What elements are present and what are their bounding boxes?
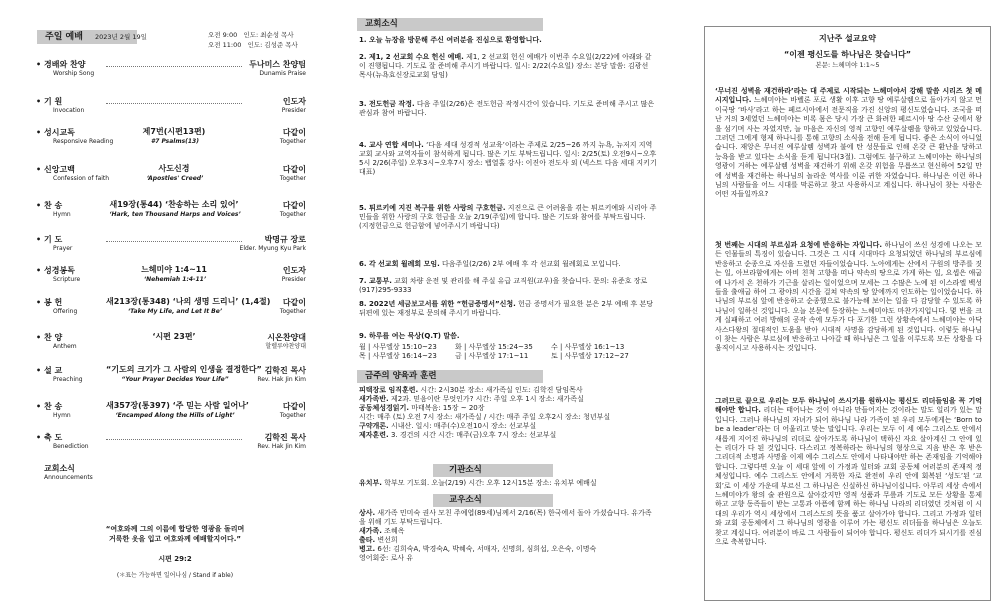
news-item [359,36,657,45]
verse-line: “여호와께 그의 이름에 합당한 영광을 돌리며 [105,525,245,533]
order-item-content-en: ‘Nehemiah 1:4-11’ [143,276,207,283]
paragraph-body: 리더는 태어나는 것이 아니라 만들어지는 것이라는 말도 일리가 있는 말입니다. 그러나 하나님의 자녀가 되어 하나님 나라 가족이 된 우리 모두에게는 ‘Born to be a leader’라는 더 어울리고 맞는 말입니다. 우리는 모두 이 세 예수 그리스도 안에서 새롭게 지어진 하나님의 리더로 살아가도록 하나님이 택하신 자요 살아계신 그 안에 있는 리더가 다 된 것입니다. 다스리고 정복하라는 하나님의 형상으로 지음 받은 후 받은 그리더적 소명과 사명을 이제 예수 그리스도 안에서 나타내야만 하는 존재임을 기억해야 합니다. 그렇다면 오늘 이 세대 앞에 이 가정과 일터와 교회 공동체 여러분의 존재적 정체성입니다. 예수 그리스도 안에서 거룩한 자로 완전히 우리 안에 회복된 ‘성도’된 ‘교회’로 이 세상 가운데 부르신 그 하나님은 신실하신 하나님이십니다. 아무리 세상 속에서 느헤미야가 왕의 술 관원으로 살아갔지만 영적 성품과 무릎과 기도로 모든 상황을 통제하고 고향 동족들이 받는 고통과 아픔에 함께 하는 하나님 나라의 리더였던 것처럼 이 시대의 우리가 역시 세상에서 그리스도의 뜻을 품고 살아가야 합니다. 그리고 가정과 일터와 교회 공동체에서 그 하나님의 영광을 이루어 가는 평신도 리더들을 하나님은 오늘도 찾고 계십니다. 여러분이 바로 그 사람들이 되어야 합니다. 평신도 리더가 되시기를 진심으로 축복합니다. [715,406,983,547]
sermon-paragraph [715,397,982,548]
order-item-name: • 찬 송 [44,402,62,412]
info-line [359,554,657,563]
order-item-leader-en: Presider [281,107,306,114]
info-line-label: 제자훈련. [359,431,389,439]
info-line-text: 변선희 [375,536,398,544]
closing-verse [44,524,306,544]
order-item-name-en: Benediction [53,443,89,450]
leader-dots [106,66,242,67]
stand-note: (＊표는 가능하면 일어나심 / Stand if able) [116,572,234,579]
news-item-title: 8. 2022년 세금보고서를 위한 “헌금증명서”신청. [359,300,516,308]
leader-dots [106,439,242,440]
sermon-scripture: 본문: 느헤미야 1:1~5 [815,61,880,69]
order-item-leader-en: 할렐루야찬양대 [265,343,306,350]
order-item-name-en: Prayer [53,245,73,252]
order-item-name: • 축 도 [44,433,62,443]
qt-day: 토 | 사무엘상 17:12~27 [551,352,629,360]
order-item-leader: 두나미스 찬양팀 [249,60,306,69]
news-title: 교회소식 [365,19,398,29]
order-item-leader: 박명규 장로 [264,235,306,244]
page-title: 주일 예배 [45,32,83,42]
info-line-text: 3. 경건의 시간 시간: 매주(금)오후 7시 장소: 선교부실 [388,431,557,439]
news-item-body: 교회 차량 운전 및 관리를 해 주실 유급 교직원(교우)을 찾습니다. 문의: 유준호 장로(917)295-9333 [359,277,648,294]
order-item-name-en: Scripture [53,276,81,283]
order-item-name-en: Offering [53,308,78,315]
news-item [359,300,657,318]
order-item-name: • 찬 양 [44,333,62,343]
info-line-text: 6선: 김희숙A, 박경숙A, 박혜숙, 서매자, 신명희, 심희섭, 오은숙, 이명숙 [375,545,597,553]
verse-reference: 시편 29:2 [158,555,192,563]
news-item [359,53,657,80]
training-title: 금주의 양육과 훈련 [365,371,437,381]
info-line-text: 제2과. 믿음이란 무엇인가? 시간: 주일 오후 1시 장소: 새가족실 [388,395,584,403]
sermon-summary-box [704,26,991,601]
info-line-label: 피택장로 임직훈련. [359,386,419,394]
order-item-leader-en: Elder. Myung Kyu Park [239,245,306,252]
worship-date: 2023년 2월 19일 [95,33,147,41]
news-item-body: 제1, 2 선교회 헌신 예배가 이번주 수요일(2/22)에 아래와 같이 진행됩니다. 기도로 잘 준비해 주시기 바랍니다. 일시: 2/22(수요일) 장소: 본당 말씀: 김광선 목사(뉴욕효신장로교회 담임) [359,53,652,79]
order-item-name-en: Anthem [53,343,77,350]
news-item-title: 3. 전도헌금 작정. [359,100,415,108]
qt-day: 금 | 사무엘상 17:1~11 [455,352,529,360]
order-item-leader-en: Together [279,138,306,145]
order-item-name: • 기 원 [44,97,62,107]
info-line [359,404,657,413]
org-title: 기관소식 [449,465,482,475]
info-line-label: 유치부. [359,479,382,487]
info-line [359,386,657,395]
verse-line: 거룩한 옷을 입고 여호와께 예배할지어다.” [109,535,241,543]
order-item-name: • 경배와 찬양 [44,60,85,70]
order-item-leader: 다같이 [282,165,306,174]
training-list [359,386,657,440]
paragraph-body: 하나님이 쓰신 성경에 나오는 모든 인물들의 특징이 있습니다. 그것은 그 시대 시대마다 요청되었던 하나님의 부르심에 반응하고 순종으로 자신을 드렸던 자들이었습니다. 노아에게는 산에서 구원의 방주를 짓는 일, 아브라함에게는 아비 친척 고향을 떠나 약속의 땅으로 가게 하는 일, 요셉은 애굽에 나가서 온 천하가 기근을 살리는 일이었으며 모세는 그 수많은 노예 된 이스라엘 백성들을 출애굽 하여 그 광야의 시간을 걸쳐 약속의 땅 앞에까지 인도하는 일이었습니다. 하나님의 부르심 앞에 반응하고 순종했으로 불가능해 보이는 일을 다 감당할 수 있도록 하나님이 일하신 것입니다. 오늘 본문에 등장하는 느헤미야도 마찬가지입니다. 몇 번을 크게 실패하고 여러 방해의 공작 속에 모두가 다 포기한 그런 상황속에서 느헤미야는 아닥사스다왕의 절대적인 도움을 받아 시대적 사명을 감당하게 된 것입니다. 이렇듯 하나님이 찾는 사람은 부르심에 반응하고 나아갈 때 하나님은 그 일을 이루도록 모든 상황을 다 움직이시고 사용하시는 것입니다. [715,241,982,353]
order-item-name-en: Confession of faith [53,175,110,182]
info-line [359,431,657,440]
order-item-content: 새357장(통397) ‘주 믿는 사람 일어나’ [106,401,249,410]
order-item-content: 느헤미야 1:4~11 [106,265,242,275]
order-item-leader-en: Together [279,412,306,419]
order-item-leader-en: Rev. Hak Jin Kim [257,443,306,450]
sermon-paragraph [715,87,982,200]
order-item-name-en: Responsive Reading [53,138,114,145]
info-line-label: 상사. [359,509,376,517]
info-line-text: 영어회중: 로사 유 [359,554,414,562]
order-item-leader-en: Presider [281,276,306,283]
order-item-content-en: ‘Hark, ten Thousand Harps and Voices’ [109,211,241,218]
order-item-leader-en: Together [279,308,306,315]
order-item-leader-en: Together [279,175,306,182]
news-item-title: 1. 오늘 뉴장을 방문해 주신 여러분을 진심으로 환영합니다. [359,36,542,44]
info-line [359,413,657,422]
service-leader: 인도: 김성준 목사 [247,41,298,49]
news-item-title: 4. 교사 연합 세미나. [359,141,424,149]
order-item-name: 교회소식 [44,464,75,473]
info-line-label: 병고. [359,545,376,553]
order-item-content-en: #7 Psalms(13) [151,138,199,145]
leader-dots [106,103,242,104]
order-item-name: • 찬 송 [44,201,62,211]
info-line-label: 출타. [359,536,376,544]
info-line [359,395,657,404]
member-news-list [359,509,657,563]
members-title: 교우소식 [449,495,482,505]
order-item-name-en: Announcements [44,474,93,481]
org-list [359,479,657,488]
order-item-name: • 성시교독 [44,128,75,138]
service-leader: 인도: 최순성 목사 [243,31,294,39]
info-line-text: 시간: 매주 (토) 오전 7시 장소: 새가족실 / 시간: 매주 주일 오후2시 장소: 청년부실 [359,413,611,421]
order-item-leader-en: Together [279,211,306,218]
info-line [359,479,657,488]
info-line-label: 새가족. [359,527,382,535]
info-line-label: 공동체성경읽기. [359,404,409,412]
news-item-title: 9. 하루를 여는 묵상(Q.T) 말씀. [359,332,460,340]
order-item-name: • 봉 헌 [44,298,62,308]
news-item-body: 다음 주일(2/26)은 전도헌금 작정시간이 있습니다. 기도로 준비해 주시고 많은 관심과 참여 바랍니다. [359,100,655,117]
info-line-text: 마태복음: 15장 ~ 20장 [409,404,485,412]
order-item-leader: 다같이 [282,201,306,210]
order-item-content: 새213장(통348) ‘나의 생명 드리니’ (1,4절) [106,297,271,306]
service-time-1 [208,31,294,40]
info-line-text: 학부모 기도회. 오늘(2/19) 시간: 오후 12시15분 장소: 유치부 예배실 [381,479,597,487]
paragraph-lead: 그러므로 끝으로 우리는 모두 하나님이 쓰시기를 원하시는 평신도 리더들임을 꼭 기억해야만 합니다. [715,397,982,415]
order-item-name-en: Invocation [53,107,85,114]
order-item-leader: 인도자 [282,97,306,106]
service-time-2 [208,41,298,50]
news-item [359,277,657,295]
order-item-name-en: Hymn [53,211,71,218]
news-item-title: 7. 교통부. [359,277,392,285]
news-item-body: 헌금 증명서가 필요한 분은 2부 예배 후 본당 뒤편에 있는 재정부로 문의해 주시기 바랍니다. [359,300,654,317]
sermon-title: “이젠 평신도를 하나님은 찾습니다” [783,50,912,59]
order-item-content: 제7번(시편13편) [106,127,242,137]
info-line [359,509,657,527]
order-item-name-en: Hymn [53,412,71,419]
order-item-content: 사도신경 [106,164,242,174]
order-item-leader-en: Rev. Hak Jin Kim [257,376,306,383]
order-item-leader-en: Dunamis Praise [259,70,306,77]
order-item-leader: 다같이 [282,298,306,307]
info-line-label: 새가족반. [359,395,389,403]
order-item-content-en: ‘Encamped Along the Hills of Light’ [115,412,235,419]
info-line [359,536,657,545]
order-item-content-en: “Your Prayer Decides Your Life” [121,376,229,383]
order-item-leader: 시온찬양대 [267,333,306,342]
order-item-content: ‘시편 23편’ [106,332,242,342]
order-item-leader: 다같이 [282,402,306,411]
news-item-body: 다음주일(2/26) 2부 예배 후 각 선교회 월례회로 모입니다. [442,260,621,268]
info-line-text: 새가족 민미숙 권사 모친 주예엽(89세)님께서 2/16(목) 한국에서 돌아 가셨습니다. 유가족을 위해 기도 부탁드립니다. [359,509,652,526]
qt-schedule [359,343,657,361]
service-time: 오전 9:00 [208,31,238,39]
news-item-title: 2. 제1, 2 선교회 수요 헌신 예배. [359,53,464,61]
news-item [359,100,657,118]
news-item-title: 6. 각 선교회 월례회 모임. [359,260,440,268]
info-line [359,527,657,536]
info-line-text: 시내산. 일시: 매주(수)오전10시 장소: 선교부실 [388,422,537,430]
order-item-name: • 설 교 [44,366,62,376]
news-item [359,204,657,231]
info-line [359,545,657,554]
order-item-content-en: ‘Take My Life, and Let It Be’ [127,308,223,315]
news-item [359,332,657,341]
news-item [359,141,657,177]
worship-order-column [0,0,338,612]
order-item-leader: 김학진 목사 [264,433,306,442]
order-item-content: 새19장(통44) ‘찬송하는 소리 있어’ [106,200,242,210]
news-item-body: 지진으로 큰 어려움을 겪는 튀르키예와 시리아 주민들을 위한 사랑의 구호 헌금을 오늘 2/19(주일)에 합니다. 많은 기도와 참여를 부탁드립니다. (지정헌금으로 헌금함에 넣어주시기 바랍니다) [359,204,657,230]
qt-day: 목 | 사무엘상 16:14~23 [359,352,437,360]
news-item-title: 5. 튀르키예 지진 복구를 위한 사랑의 구호헌금. [359,204,506,212]
order-item-name: • 성경봉독 [44,266,75,276]
order-item-name-en: Preaching [53,376,83,383]
news-item-body: ‘다음 세대 성경적 성교육’이라는 주제로 2/25~26 까지 뉴욕, 뉴저지 지역 교회 교사와 교역자들이 참석하게 됩니다. 많은 기도 부탁드립니다. 일시: 2/25(토) 오전9시~오후5시 2/26(주일) 오후3시~오후7시 장소: 뱁열홀 강사: 이진아 전도사 외 (넥스트 다음 세대 지키기 대표) [359,141,657,176]
news-item [359,260,657,269]
order-item-leader: 인도자 [282,266,306,275]
info-line-text: 조혜옥 [381,527,405,535]
order-item-name-en: Worship Song [53,70,95,77]
order-item-content: “기도의 크기가 그 사람의 인생을 결정한다” [106,365,262,374]
order-item-name: • 신앙고백 [44,165,75,175]
qt-day: 월 | 사무엘상 15:10~23 [359,343,437,351]
order-item-leader: 다같이 [282,128,306,137]
paragraph-lead: 첫 번째는 시대의 부르심과 요청에 반응하는 자입니다. [715,241,883,249]
paragraph-lead: ‘무너진 성벽을 재건하라’라는 대 주제로 시작되는 느헤미야서 강해 말씀 시리즈 첫 메시지입니다. [715,87,982,105]
order-item-leader: 김학진 목사 [264,366,306,375]
info-line [359,422,657,431]
sermon-paragraph [715,241,982,354]
sermon-heading: 지난주 설교요약 [819,34,876,43]
info-line-text: 시간: 2시30분 장소: 새가족실 인도: 김학진 담임목사 [418,386,583,394]
service-time: 오전 11:00 [208,41,242,49]
info-line-label: 구약개론. [359,422,389,430]
qt-day: 화 | 사무엘상 15:24~35 [455,343,533,351]
paragraph-body: 느헤미야는 바벨론 포로 생활 이후 고향 땅 예루살렘으로 돌아가지 않고 먼 이국땅 ‘바사’라고 하는 페르시아에서 전문직을 가진 신앙의 평신도였습니다. 조국을 떠난 거의 3세였던 느헤미야는 비록 몸은 당시 가장 큰 화려한 페르시아 땅 수산 궁에서 왕을 섬기며 사는 자였지만, 늘 마음은 자신의 영적 고향인 예루살렘을 향하고 있었습니다. 그러던 그에게 형제 하나니를 통해 고향의 소식을 전해 듣게 됩니다. 좋은 소식이 아니었습니다. 재앙은 무너진 예루살렘 성벽과 불에 탄 성문들로 인해 온갖 큰 환난을 당하고 능욕을 받고 있다는 소식을 듣게 됩니다(3절). 그럼에도 불구하고 느헤미야는 하나님의 영광이 거하는 예루살렘 성벽을 재건하기 위해 온갖 위험을 무릅쓰고 현신하여 52일 만에 성벽을 재건하는 하나님의 놀라운 역사를 이룬 귀한 자였습니다. 하나님은 이런 하나님의 사람들을 어느 시대를 막론하고 찾고 사용하시고 계십니다. 하나님이 찾는 사람은 어떤 자들일까요? [715,96,982,199]
church-news-column [353,0,665,612]
order-item-content-en: ‘Apostles' Creed’ [146,175,204,182]
order-item-name: • 기 도 [44,235,62,245]
qt-day: 수 | 사무엘상 16:1~13 [551,343,625,351]
leader-dots [106,241,242,242]
